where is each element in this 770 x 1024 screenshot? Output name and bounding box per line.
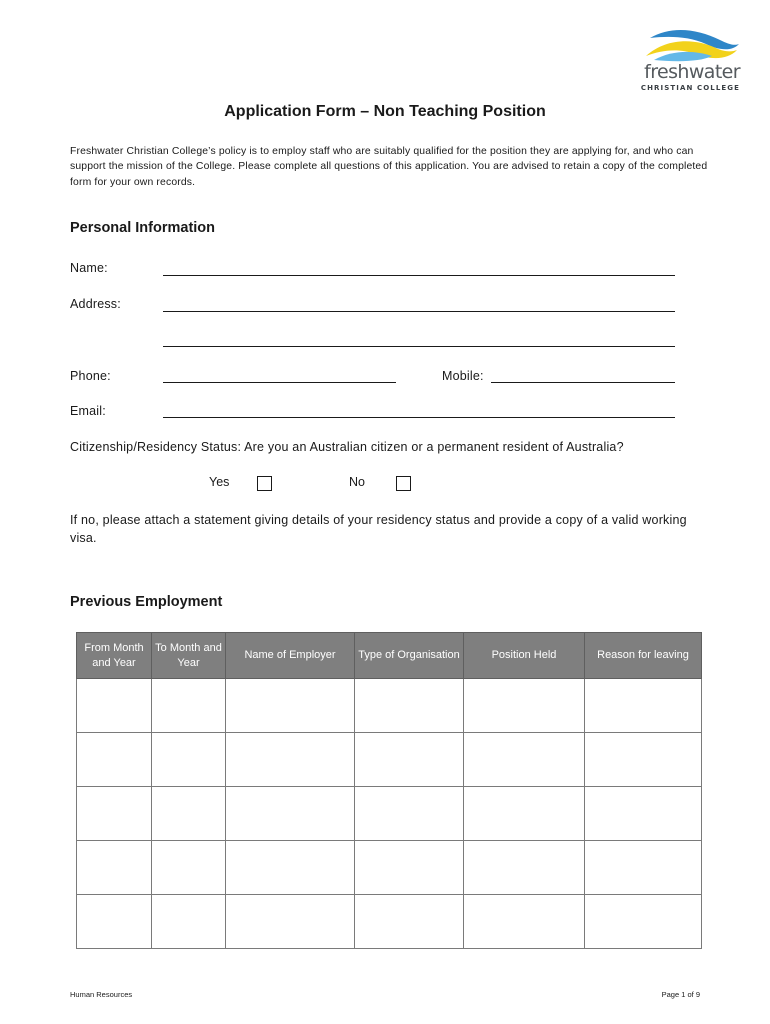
table-cell[interactable] (464, 895, 585, 949)
personal-info-heading: Personal Information (70, 220, 216, 236)
no-checkbox[interactable] (396, 476, 411, 491)
employment-table (76, 632, 702, 949)
table-cell[interactable] (585, 679, 702, 733)
table-cell[interactable] (77, 895, 152, 949)
table-cell[interactable] (464, 733, 585, 787)
college-logo (636, 26, 740, 96)
column-header-from: From Month and Year (77, 633, 152, 679)
table-cell[interactable] (77, 787, 152, 841)
mobile-field[interactable] (491, 382, 675, 383)
phone-field[interactable] (163, 382, 396, 383)
table-cell[interactable] (152, 679, 226, 733)
column-header-position: Position Held (464, 633, 585, 679)
email-label: Email: (70, 404, 106, 418)
table-cell[interactable] (585, 841, 702, 895)
table-cell[interactable] (226, 787, 355, 841)
table-cell[interactable] (464, 841, 585, 895)
table-cell[interactable] (355, 679, 464, 733)
residency-note: If no, please attach a statement giving details of your residency status and provide a copy of a valid working visa. (70, 513, 687, 545)
name-field[interactable] (163, 275, 675, 276)
yes-label: Yes (209, 475, 230, 489)
table-cell[interactable] (77, 733, 152, 787)
table-cell[interactable] (355, 841, 464, 895)
table-cell[interactable] (77, 679, 152, 733)
table-cell[interactable] (226, 679, 355, 733)
table-row (77, 895, 702, 949)
table-row (77, 733, 702, 787)
footer-left: Human Resources (70, 990, 133, 999)
phone-label: Phone: (70, 369, 111, 383)
table-cell[interactable] (152, 733, 226, 787)
table-row (77, 787, 702, 841)
table-cell[interactable] (355, 733, 464, 787)
citizenship-question: Citizenship/Residency Status: Are you an Australian citizen or a permanent resident of Australia? (70, 440, 624, 454)
table-cell[interactable] (152, 895, 226, 949)
address-label: Address: (70, 297, 121, 311)
wave-logo-icon (636, 26, 740, 66)
email-field[interactable] (163, 417, 675, 418)
table-cell[interactable] (355, 787, 464, 841)
table-cell[interactable] (585, 895, 702, 949)
table-header-row (77, 633, 702, 679)
no-label: No (349, 475, 365, 489)
logo-subtitle: CHRISTIAN COLLEGE (640, 84, 740, 92)
logo-wordmark: freshwater (644, 61, 740, 83)
table-cell[interactable] (464, 679, 585, 733)
name-label: Name: (70, 261, 108, 275)
column-header-to: To Month and Year (152, 633, 226, 679)
intro-paragraph: Freshwater Christian College’s policy is to employ staff who are suitably qualified for the position they are applying for, and who can support the mission of the College. Please complete all questions of this application. You are advised to retain a copy of the completed form for your own records. (70, 146, 708, 188)
table-row (77, 679, 702, 733)
column-header-reason: Reason for leaving (585, 633, 702, 679)
table-cell[interactable] (355, 895, 464, 949)
yes-checkbox[interactable] (257, 476, 272, 491)
previous-employment-heading: Previous Employment (70, 594, 223, 610)
table-cell[interactable] (464, 787, 585, 841)
footer-page-number: Page 1 of 9 (661, 990, 700, 999)
table-cell[interactable] (226, 733, 355, 787)
table-cell[interactable] (226, 895, 355, 949)
column-header-organisation-type: Type of Organisation (355, 633, 464, 679)
column-header-employer: Name of Employer (226, 633, 355, 679)
page-title: Application Form – Non Teaching Position (224, 103, 546, 120)
table-cell[interactable] (226, 841, 355, 895)
table-cell[interactable] (152, 787, 226, 841)
mobile-label: Mobile: (442, 369, 484, 383)
table-cell[interactable] (585, 787, 702, 841)
table-cell[interactable] (77, 841, 152, 895)
address-field-line-1[interactable] (163, 311, 675, 312)
table-row (77, 841, 702, 895)
address-field-line-2[interactable] (163, 346, 675, 347)
table-cell[interactable] (152, 841, 226, 895)
table-cell[interactable] (585, 733, 702, 787)
